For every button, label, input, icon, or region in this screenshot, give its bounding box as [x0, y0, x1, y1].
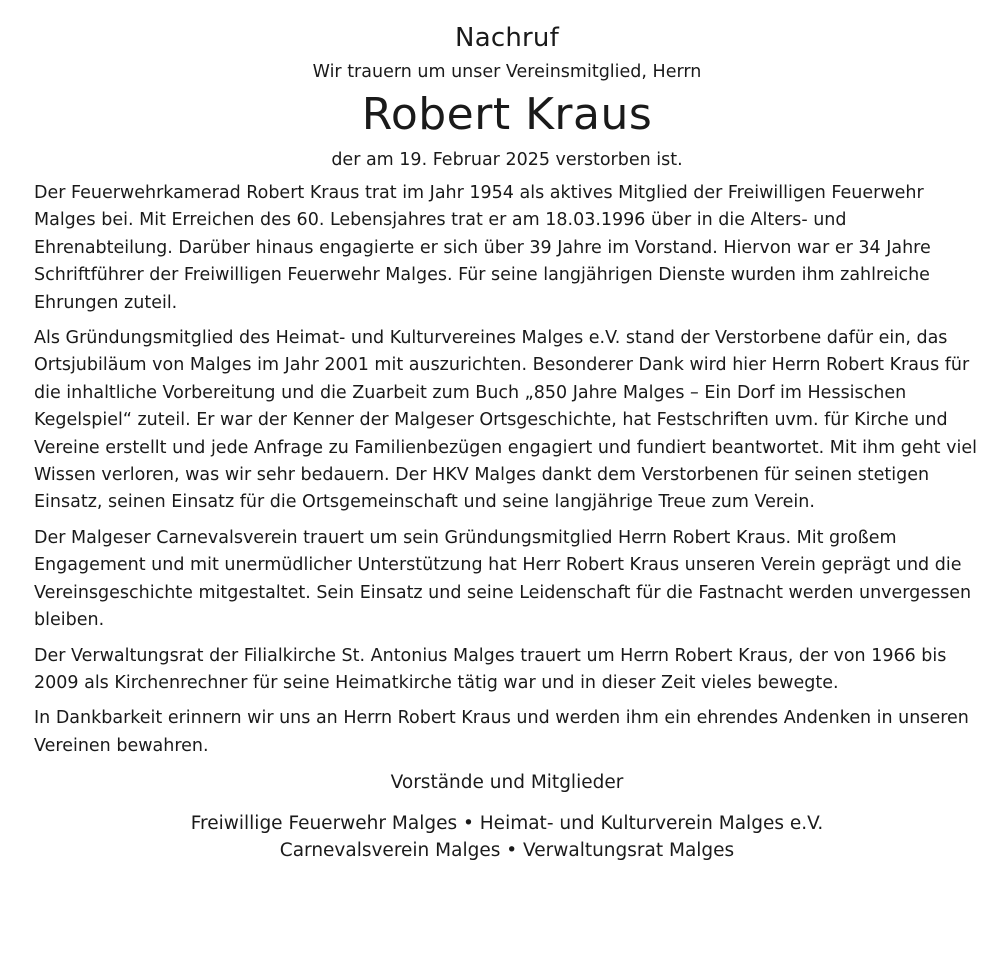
signoff-line: Vorstände und Mitglieder — [390, 772, 624, 794]
paragraph-church-council: Der Verwaltungsrat der Filialkirche St. Antonius Malges trauert um Herrn Robert Kraus, der von 1966 bis 2009 als Kirchenrechner für seine Heimatkirche tätig war und in dieser Zeit vieles bewegte. — [34, 645, 947, 693]
notice-heading: Nachruf — [455, 23, 559, 53]
paragraph-fire-brigade: Der Feuerwehrkamerad Robert Kraus trat im Jahr 1954 als aktives Mitglied der Freiwilligen Feuerwehr Malges bei. Mit Erreichen des 60. Lebensjahres trat er am 18.03.1996 über in die Alters- und Ehrenabteilung. Darüber hinaus engagierte er sich über 39 Jahre im Vorstand. Hiervon war er 34 Jahre Schriftführer der Freiwilligen Feuerwehr Malges. Für seine langjährigen Dienste wurden ihm zahlreiche Ehrungen zuteil. — [34, 183, 931, 313]
paragraph-closing: In Dankbarkeit erinnern wir uns an Herrn Robert Kraus und werden ihm ein ehrendes Andenken in unseren Vereinen bewahren. — [34, 708, 969, 756]
paragraph-heritage-association: Als Gründungsmitglied des Heimat- und Kulturvereines Malges e.V. stand der Verstorbene dafür ein, das Ortsjubiläum von Malges im Jahr 2001 mit auszurichten. Besonderer Dank wird hier Herrn Robert Kraus für die inhaltliche Vorbereitung und die Zuarbeit zum Buch „850 Jahre Malges – Ein Dorf im Hessischen Kegelspiel“ zuteil. Er war der Kenner der Malgeser Ortsgeschichte, hat Festschriften uvm. für Kirche und Vereine erstellt und jede Anfrage zu Familienbezügen engagiert und fundiert beantwortet. Mit ihm geht viel Wissen verloren, was wir sehr bedauern. Der HKV Malges dankt dem Verstorbenen für seinen stetigen Einsatz, seinen Einsatz für die Ortsgemeinschaft und seine langjährige Treue zum Verein. — [34, 328, 977, 513]
organizations-line-1: Freiwillige Feuerwehr Malges • Heimat- und Kulturverein Malges e.V. — [190, 813, 824, 835]
deceased-name: Robert Kraus — [361, 89, 653, 140]
organizations-line-2: Carnevalsverein Malges • Verwaltungsrat Malges — [279, 840, 735, 862]
intro-line: Wir trauern um unser Vereinsmitglied, Herrn — [312, 62, 702, 82]
paragraph-carnival-association: Der Malgeser Carnevalsverein trauert um sein Gründungsmitglied Herrn Robert Kraus. Mit großem Engagement und mit unermüdlicher Unterstützung hat Herr Robert Kraus unseren Verein geprägt und die Vereinsgeschichte mitgestaltet. Sein Einsatz und seine Leidenschaft für die Fastnacht werden unvergessen bleiben. — [34, 527, 972, 631]
death-date-line: der am 19. Februar 2025 verstorben ist. — [331, 150, 683, 170]
